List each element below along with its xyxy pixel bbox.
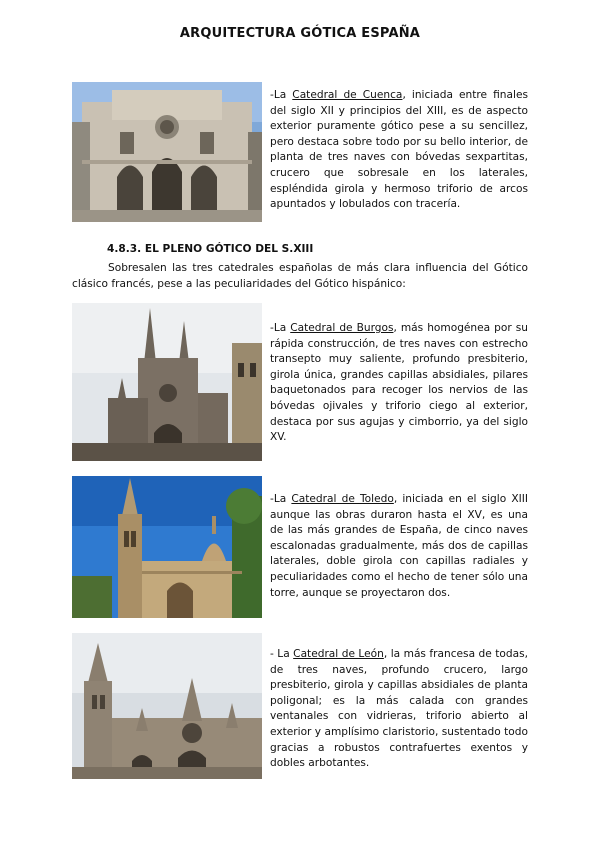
cuenca-cathedral-link[interactable]: Catedral de Cuenca	[292, 89, 403, 101]
toledo-cathedral-photo	[72, 476, 262, 618]
leon-cathedral-link[interactable]: Catedral de León	[293, 648, 384, 660]
cuenca-cathedral-photo	[72, 82, 262, 222]
burgos-description: -La Catedral de Burgos, más homogénea por su rápida construcción, de tres naves con estrecho transepto muy saliente, profundo presbiterio, girola única, grandes capillas absidiales, pilares baquetonados para recoger los nervios de las bóvedas ojivales y triforio ciego al exterior, destaca por sus agujas y cimborrio, ya del siglo XV.	[270, 322, 528, 444]
toledo-cathedral-link[interactable]: Catedral de Toledo	[291, 493, 394, 505]
section-heading: 4.8.3. EL PLENO GÓTICO DEL S.XIII	[107, 243, 314, 255]
leon-cathedral-photo	[72, 633, 262, 779]
cuenca-description: -La Catedral de Cuenca, iniciada entre finales del siglo XII y principios del XIII, es de aspecto exterior puramente gótico pese a su sencillez, pero destaca sobre todo por su bello interior, de planta de tres naves con bóvedas sexpartitas, crucero que sobresale en los laterales, espléndida girola y hermoso triforio de arcos apuntados y lobulados con tracería.	[270, 89, 528, 211]
page-title: ARQUITECTURA GÓTICA ESPAÑA	[179, 26, 421, 41]
burgos-cathedral-photo	[72, 303, 262, 461]
section-intro: Sobresalen las tres catedrales españolas de más clara influencia del Gótico clásico francés, pese a las peculiaridades del Gótico hispánico:	[72, 262, 528, 290]
toledo-description: -La Catedral de Toledo, iniciada en el siglo XIII aunque las obras duraron hasta el XV, es una de las más grandes de España, de cinco naves escalonadas gradualmente, más dos de capillas laterales, doble girola con capillas radiales y peculiaridades como el hecho de tener sólo una torre, aunque se proyectaron dos.	[270, 493, 528, 599]
leon-description: - La Catedral de León, la más francesa de todas, de tres naves, profundo crucero, largo presbiterio, girola y capillas absidiales de planta poligonal; es la más calada con grandes ventanales con vidrieras, triforio abierto al exterior y amplísimo claristorio, sustentado todo gracias a robustos contrafuertes exentos y dobles arbotantes.	[270, 648, 528, 770]
burgos-cathedral-link[interactable]: Catedral de Burgos	[290, 322, 394, 334]
